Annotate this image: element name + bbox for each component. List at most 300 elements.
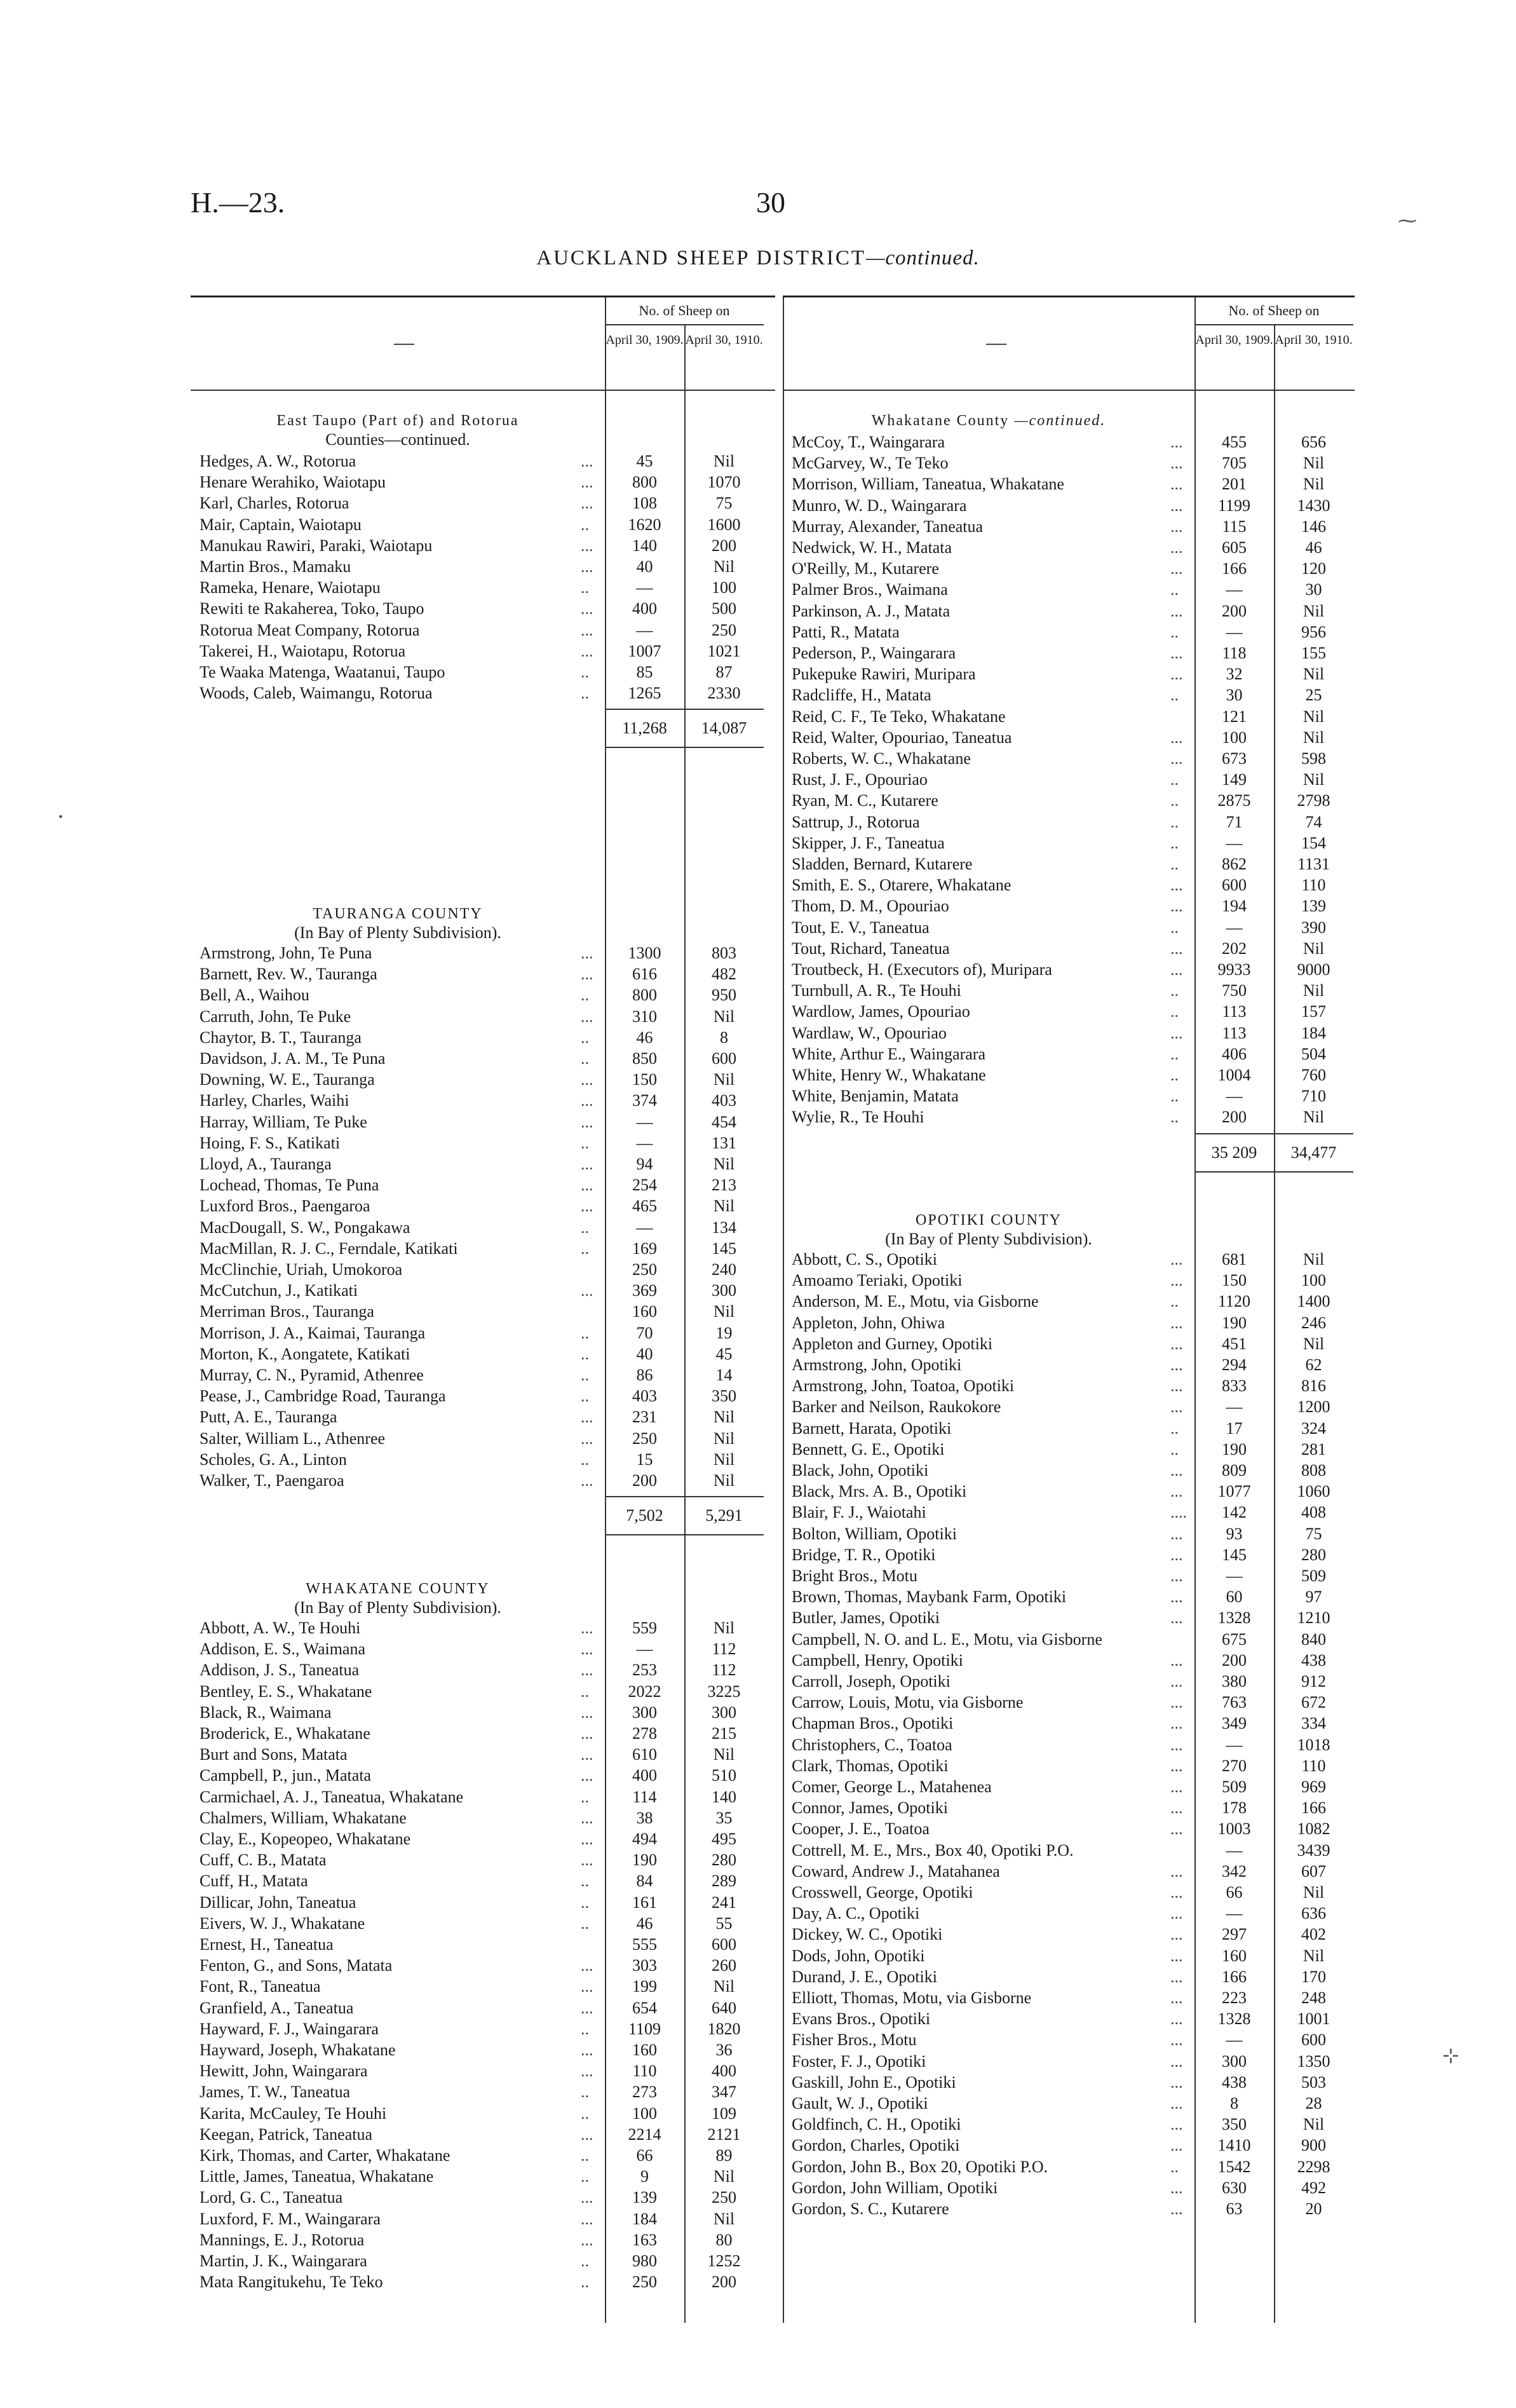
sheep-1910: 289 — [712, 1872, 736, 1891]
sheep-1910: 760 — [1301, 1066, 1326, 1084]
total-rule — [605, 747, 764, 748]
owner-name: White, Henry W., Whakatane — [792, 1066, 986, 1084]
table-row — [191, 1048, 775, 1069]
total-1910: 34,477 — [1290, 1143, 1337, 1162]
leader-dots: .. — [581, 1133, 589, 1152]
table-row — [783, 727, 1355, 748]
sheep-1910: 600 — [712, 1049, 736, 1068]
owner-name: Broderick, E., Whakatane — [200, 1724, 370, 1743]
sheep-1909: 1007 — [628, 641, 661, 660]
table-row — [783, 473, 1355, 494]
sheep-1909: 673 — [1222, 749, 1247, 768]
owner-name: Little, James, Taneatua, Whakatane — [200, 2167, 434, 2186]
page-number: 30 — [756, 186, 785, 219]
leader-dots: ... — [1170, 496, 1183, 515]
table-row — [783, 1903, 1355, 1924]
section-title: OPOTIKI COUNTY — [916, 1212, 1062, 1228]
sheep-1909: 200 — [1222, 1108, 1247, 1127]
owner-name: Abbott, A. W., Te Houhi — [200, 1619, 361, 1637]
leader-dots: .. — [581, 1049, 589, 1068]
sheep-1910: 900 — [1301, 2136, 1326, 2155]
sheep-1909: 303 — [632, 1956, 657, 1975]
sheep-1910: 62 — [1305, 1356, 1322, 1374]
leader-dots: ... — [581, 494, 593, 513]
owner-name: McCoy, T., Waingarara — [792, 433, 945, 451]
sheep-1910: 131 — [712, 1133, 736, 1152]
sheep-1909: 161 — [632, 1893, 657, 1912]
sheep-1910: 403 — [712, 1091, 736, 1110]
table-row — [191, 1681, 775, 1702]
table-row — [783, 1085, 1355, 1106]
sheep-1909: 494 — [632, 1830, 657, 1848]
owner-name: Butler, James, Opotiki — [792, 1609, 940, 1628]
sheep-count-group-header: No. of Sheep on — [639, 303, 730, 318]
table-row — [783, 1586, 1355, 1607]
sheep-1910: Nil — [713, 452, 735, 470]
sheep-1909: 833 — [1222, 1377, 1247, 1396]
table-row — [783, 601, 1355, 622]
owner-name: Dillicar, John, Taneatua — [200, 1893, 356, 1912]
sheep-1909: 160 — [632, 1302, 657, 1321]
sheep-1910: 504 — [1301, 1044, 1326, 1063]
sheep-1910: 97 — [1305, 1588, 1322, 1607]
leader-dots: .. — [581, 578, 589, 597]
col-1909-header: April 30, 1909. — [1195, 333, 1273, 347]
sheep-1909: 342 — [1222, 1861, 1247, 1881]
sheep-1910: 1200 — [1297, 1398, 1330, 1417]
leader-dots: ... — [581, 1956, 593, 1975]
owner-name: Kirk, Thomas, and Carter, Whakatane — [200, 2146, 450, 2165]
leader-dots: ... — [1170, 1672, 1183, 1690]
leader-dots: .. — [581, 1872, 589, 1891]
margin-mark: • — [58, 810, 64, 824]
owner-name: Gordon, John B., Box 20, Opotiki P.O. — [792, 2157, 1048, 2176]
sheep-1910: 100 — [1301, 1271, 1326, 1290]
owner-name: Lochead, Thomas, Te Puna — [200, 1176, 379, 1195]
leader-dots: .. — [581, 2083, 589, 2102]
sheep-1910: 956 — [1301, 622, 1326, 641]
owner-name: Putt, A. E., Tauranga — [200, 1408, 337, 1427]
table-row — [191, 2060, 775, 2081]
sheep-1910: Nil — [1303, 1946, 1325, 1965]
sheep-1910: Nil — [1303, 1250, 1325, 1269]
table-row — [191, 472, 775, 493]
section-subtitle: (In Bay of Plenty Subdivision). — [885, 1230, 1092, 1248]
owner-name: Lloyd, A., Tauranga — [200, 1155, 332, 1173]
sheep-1909: 980 — [632, 2252, 657, 2270]
sheep-1910: 170 — [1301, 1967, 1326, 1986]
owner-name: Scholes, G. A., Linton — [200, 1450, 347, 1469]
leader-dots: ... — [581, 1091, 593, 1110]
sheep-1909: 1410 — [1217, 2136, 1251, 2155]
sheep-1910: 30 — [1305, 580, 1322, 599]
table-row — [783, 622, 1355, 643]
sheep-1910: 1252 — [707, 2252, 741, 2270]
leader-dots: ... — [1170, 475, 1183, 494]
leader-dots: ... — [581, 1155, 593, 1173]
sheep-1910: 969 — [1301, 1778, 1326, 1796]
leader-dots: ... — [1170, 749, 1183, 768]
leader-dots: ... — [581, 1112, 593, 1131]
leader-dots: ... — [1170, 1799, 1183, 1818]
leader-dots: .. — [1170, 1292, 1179, 1311]
owner-name: Barker and Neilson, Raukokore — [792, 1398, 1001, 1417]
leader-dots: ... — [1170, 454, 1183, 473]
owner-name: McClinchie, Uriah, Umokoroa — [200, 1260, 403, 1279]
sheep-1910: 656 — [1301, 433, 1326, 451]
leader-dots: .. — [1170, 1418, 1179, 1438]
sheep-1909: — — [636, 578, 653, 597]
table-row — [191, 514, 775, 535]
owner-name: Patti, R., Matata — [792, 622, 900, 641]
sheep-1910: Nil — [1303, 728, 1325, 747]
sheep-1909: 705 — [1222, 454, 1247, 473]
owner-name: Carroll, Joseph, Opotiki — [792, 1672, 951, 1690]
owner-name: White, Benjamin, Matata — [792, 1087, 959, 1106]
sheep-1910: 2298 — [1297, 2157, 1330, 2176]
sheep-1909: 1120 — [1217, 1292, 1251, 1311]
owner-name: Te Waaka Matenga, Waatanui, Taupo — [200, 663, 445, 681]
sheep-1910: Nil — [1303, 707, 1325, 726]
table-row — [783, 643, 1355, 663]
sheep-1909: 1109 — [628, 2019, 661, 2038]
owner-name: Black, John, Opotiki — [792, 1461, 929, 1479]
table-row — [191, 620, 775, 641]
leader-dots: .. — [581, 515, 589, 534]
leader-dots: ... — [581, 452, 593, 470]
sheep-1909: 403 — [632, 1387, 657, 1406]
owner-name: Durand, J. E., Opotiki — [792, 1967, 937, 1986]
table-row — [191, 2124, 775, 2145]
sheep-1909: 616 — [632, 965, 657, 984]
sheep-1910: Nil — [713, 1619, 735, 1637]
owner-name: Day, A. C., Opotiki — [792, 1904, 920, 1923]
leader-dots: .. — [581, 1682, 589, 1701]
table-row — [783, 706, 1355, 727]
leader-dots: ... — [581, 1471, 593, 1490]
sheep-1909: 166 — [1222, 559, 1247, 578]
sheep-1910: 438 — [1301, 1650, 1326, 1670]
sheep-1910: 250 — [712, 620, 736, 639]
owner-name: Campbell, P., jun., Matata — [200, 1766, 372, 1785]
owner-name: Clay, E., Kopeopeo, Whakatane — [200, 1830, 411, 1848]
leader-dots: .. — [581, 1787, 589, 1806]
sheep-1910: 46 — [1305, 538, 1322, 557]
sheep-1910: 74 — [1305, 812, 1322, 831]
sheep-1910: 55 — [715, 1914, 733, 1933]
table-row — [783, 1924, 1355, 1945]
table-row — [783, 1396, 1355, 1417]
name-column-header: — — [986, 330, 1006, 353]
sheep-1910: 75 — [715, 494, 733, 513]
sheep-1909: 113 — [1222, 1023, 1247, 1042]
sheep-1909: — — [1226, 580, 1243, 599]
leader-dots: ... — [1170, 538, 1183, 557]
leader-dots: .. — [1170, 686, 1179, 705]
sheep-1910: 803 — [712, 944, 736, 962]
sheep-1909: 380 — [1222, 1672, 1247, 1690]
total-1909: 7,502 — [626, 1506, 663, 1525]
table-row — [191, 1913, 775, 1934]
leader-dots: ... — [581, 620, 593, 639]
table-row — [191, 2081, 775, 2102]
table-row — [191, 535, 775, 556]
sheep-1909: 850 — [632, 1049, 657, 1068]
sheep-1909: 1003 — [1217, 1820, 1251, 1839]
owner-name: Black, R., Waimana — [200, 1703, 332, 1722]
sheep-1909: 71 — [1226, 812, 1243, 831]
leader-dots: ... — [581, 557, 593, 576]
owner-name: Sladden, Bernard, Kutarere — [792, 855, 973, 873]
owner-name: Smith, E. S., Otarere, Whakatane — [792, 876, 1012, 895]
sheep-1910: 300 — [712, 1281, 736, 1300]
sheep-1910: 402 — [1301, 1925, 1326, 1944]
leader-dots: .. — [1170, 1066, 1179, 1084]
sheep-1910: 1021 — [707, 641, 741, 660]
owner-name: Mannings, E. J., Rotorua — [200, 2230, 365, 2249]
sheep-1910: 75 — [1305, 1524, 1322, 1543]
leader-dots: .. — [581, 986, 589, 1005]
sheep-1910: 390 — [1301, 918, 1326, 937]
table-row — [191, 493, 775, 514]
table-row — [191, 451, 775, 472]
leader-dots: .. — [1170, 770, 1179, 789]
owner-name: Hoing, F. S., Katikati — [200, 1133, 341, 1152]
sheep-1910: 80 — [715, 2230, 733, 2249]
sheep-1910: Nil — [713, 2209, 735, 2228]
owner-name: Pukepuke Rawiri, Muripara — [792, 665, 976, 684]
sheep-1909: 108 — [632, 494, 657, 513]
sheep-1909: 100 — [1222, 728, 1247, 747]
sheep-1910: 110 — [1301, 1756, 1326, 1775]
sheep-1909: — — [636, 620, 653, 639]
table-row — [191, 1934, 775, 1955]
sheep-1910: 8 — [720, 1028, 728, 1047]
sheep-1910: 1430 — [1297, 496, 1330, 515]
owner-name: Cooper, J. E., Toatoa — [792, 1820, 930, 1839]
sheep-1909: 250 — [632, 1260, 657, 1279]
owner-name: Gaskill, John E., Opotiki — [792, 2072, 956, 2092]
leader-dots: ... — [1170, 1714, 1183, 1733]
leader-dots: ... — [1170, 2178, 1183, 2197]
sheep-1909: — — [1226, 2030, 1243, 2050]
leader-dots: ... — [1170, 960, 1183, 979]
sheep-1909: 17 — [1226, 1418, 1243, 1438]
sheep-1909: — — [1226, 833, 1243, 852]
table-row — [191, 1659, 775, 1680]
table-row — [783, 1945, 1355, 1966]
owner-name: Cottrell, M. E., Mrs., Box 40, Opotiki P.O. — [792, 1840, 1074, 1860]
table-row — [191, 1428, 775, 1449]
sheep-1909: 1265 — [628, 684, 661, 703]
leader-dots: ... — [581, 2062, 593, 2081]
sheep-1909: 142 — [1222, 1503, 1247, 1522]
sheep-1909: 270 — [1222, 1756, 1247, 1775]
table-row — [191, 1892, 775, 1913]
table-row — [783, 2051, 1355, 2072]
sheep-1909: — — [636, 1218, 653, 1237]
table-row — [783, 1565, 1355, 1586]
owner-name: Gordon, S. C., Kutarere — [792, 2200, 949, 2218]
table-row — [191, 2103, 775, 2124]
sheep-1910: 280 — [1301, 1545, 1326, 1564]
table-row — [191, 2208, 775, 2229]
table-row — [783, 2029, 1355, 2050]
sheep-1909: 374 — [632, 1091, 657, 1110]
owner-name: Salter, William L., Athenree — [200, 1429, 386, 1448]
sheep-1909: 278 — [632, 1724, 657, 1743]
sheep-1909: 310 — [632, 1007, 657, 1026]
leader-dots: .. — [581, 2273, 589, 2292]
sheep-count-group-header: No. of Sheep on — [1228, 303, 1320, 318]
owner-name: Blair, F. J., Waiotahi — [792, 1503, 926, 1522]
sheep-1910: 300 — [712, 1703, 736, 1722]
leader-dots: .. — [581, 1218, 589, 1237]
sheep-1909: 200 — [1222, 1650, 1247, 1670]
sheep-1909: 178 — [1222, 1799, 1247, 1818]
owner-name: Cuff, C. B., Matata — [200, 1851, 327, 1870]
table-row — [783, 917, 1355, 938]
table-row — [191, 1744, 775, 1765]
sheep-1910: 607 — [1301, 1861, 1326, 1881]
leader-dots: ... — [581, 2041, 593, 2059]
leader-dots: ... — [581, 1007, 593, 1026]
sheep-1909: 201 — [1222, 475, 1247, 494]
table-row — [783, 833, 1355, 854]
col-1909-header: April 30, 1909. — [606, 333, 684, 347]
total-rule — [1195, 1133, 1353, 1134]
owner-name: Addison, E. S., Waimana — [200, 1640, 366, 1659]
owner-name: Parkinson, A. J., Matata — [792, 601, 951, 620]
table-row — [783, 748, 1355, 769]
leader-dots: ... — [581, 1766, 593, 1785]
section-title-name: Whakatane County — [871, 412, 1010, 429]
owner-name: Barnett, Rev. W., Tauranga — [200, 965, 377, 984]
owner-name: Amoamo Teriaki, Opotiki — [792, 1271, 963, 1290]
sheep-1909: 1300 — [628, 944, 661, 962]
leader-dots: .. — [1170, 918, 1179, 937]
leader-dots: ... — [1170, 1735, 1183, 1754]
sheep-1909: 809 — [1222, 1461, 1247, 1479]
leader-dots: ... — [1170, 2200, 1183, 2218]
table-row — [783, 854, 1355, 874]
section-subtitle: (In Bay of Plenty Subdivision). — [294, 923, 501, 942]
owner-name: Harley, Charles, Waihi — [200, 1091, 349, 1110]
sheep-1909: 85 — [636, 663, 653, 681]
sheep-1909: 675 — [1222, 1629, 1247, 1649]
table-row — [783, 1840, 1355, 1861]
owner-name: Armstrong, John, Toatoa, Opotiki — [792, 1377, 1015, 1396]
leader-dots: ... — [1170, 1861, 1183, 1881]
leader-dots: .. — [581, 2167, 589, 2186]
table-row — [191, 598, 775, 619]
owner-name: O'Reilly, M., Kutarere — [792, 559, 939, 578]
sheep-1910: 19 — [715, 1323, 733, 1342]
table-row — [783, 1439, 1355, 1460]
total-rule — [605, 1496, 764, 1497]
owner-name: Hedges, A. W., Rotorua — [200, 452, 356, 470]
table-row — [783, 516, 1355, 537]
sheep-1909: 63 — [1226, 2200, 1243, 2218]
sheep-1909: 115 — [1222, 517, 1247, 536]
sheep-1910: 510 — [712, 1766, 736, 1785]
table-row — [783, 2198, 1355, 2219]
owner-name: Bolton, William, Opotiki — [792, 1524, 957, 1543]
owner-name: Reid, C. F., Te Teko, Whakatane — [792, 707, 1006, 726]
table-row — [783, 452, 1355, 473]
table-row — [191, 1027, 775, 1048]
sheep-1910: Nil — [713, 1007, 735, 1026]
sheep-1909: 2214 — [628, 2125, 661, 2144]
sheep-1910: Nil — [1303, 1108, 1325, 1127]
table-row — [191, 1343, 775, 1364]
leader-dots: .. — [581, 1450, 589, 1469]
sheep-1910: 710 — [1301, 1087, 1326, 1106]
sheep-1910: 146 — [1301, 517, 1326, 536]
sheep-1910: 28 — [1305, 2094, 1322, 2112]
sheep-1909: 66 — [636, 2146, 653, 2165]
sheep-1909: 150 — [632, 1070, 657, 1089]
sheep-1910: 155 — [1301, 644, 1326, 662]
table-row — [191, 1217, 775, 1238]
sheep-1910: 1400 — [1297, 1292, 1330, 1311]
sheep-1910: 636 — [1301, 1904, 1326, 1923]
table-row — [191, 1765, 775, 1786]
sheep-1909: 1542 — [1217, 2157, 1251, 2176]
table-row — [191, 1638, 775, 1659]
owner-name: Morrison, William, Taneatua, Whakatane — [792, 475, 1064, 494]
leader-dots: ... — [1170, 728, 1183, 747]
table-row — [191, 1470, 775, 1491]
leader-dots: ... — [581, 1745, 593, 1764]
sheep-1910: 248 — [1301, 1989, 1326, 2007]
sheep-1910: Nil — [713, 1197, 735, 1216]
leader-dots: ... — [581, 1619, 593, 1637]
sheep-1909: 40 — [636, 557, 653, 576]
leader-dots: .. — [581, 2019, 589, 2038]
table-row — [191, 1807, 775, 1828]
owner-name: Takerei, H., Waiotapu, Rotorua — [200, 641, 406, 660]
sheep-1910: 157 — [1301, 1002, 1326, 1021]
sheep-1910: Nil — [713, 1429, 735, 1448]
table-row — [191, 662, 775, 683]
leader-dots: ... — [1170, 1567, 1183, 1585]
leader-dots: ... — [581, 1977, 593, 1996]
table-row — [783, 874, 1355, 895]
sheep-1909: 32 — [1226, 665, 1243, 684]
table-row — [191, 1702, 775, 1723]
table-row — [191, 1976, 775, 1997]
table-row — [191, 1301, 775, 1322]
table-row — [783, 1861, 1355, 1882]
table-row — [191, 1153, 775, 1174]
owner-name: Rewiti te Rakaherea, Toko, Taupo — [200, 599, 424, 618]
table-row — [191, 1723, 775, 1744]
sheep-1909: 149 — [1222, 770, 1247, 789]
table-row — [191, 2229, 775, 2250]
table-row — [783, 1523, 1355, 1544]
owner-name: Wardlaw, W., Opouriao — [792, 1023, 947, 1042]
sheep-1909: 190 — [1222, 1439, 1247, 1459]
sheep-1910: 140 — [712, 1787, 736, 1806]
sheep-1909: 630 — [1222, 2178, 1247, 2197]
owner-name: MacDougall, S. W., Pongakawa — [200, 1218, 410, 1237]
leader-dots: ... — [581, 1998, 593, 2017]
leader-dots: ... — [1170, 1989, 1183, 2007]
sheep-1910: 280 — [712, 1851, 736, 1870]
table-row — [783, 1692, 1355, 1713]
owner-name: Granfield, A., Taneatua — [200, 1998, 354, 2017]
